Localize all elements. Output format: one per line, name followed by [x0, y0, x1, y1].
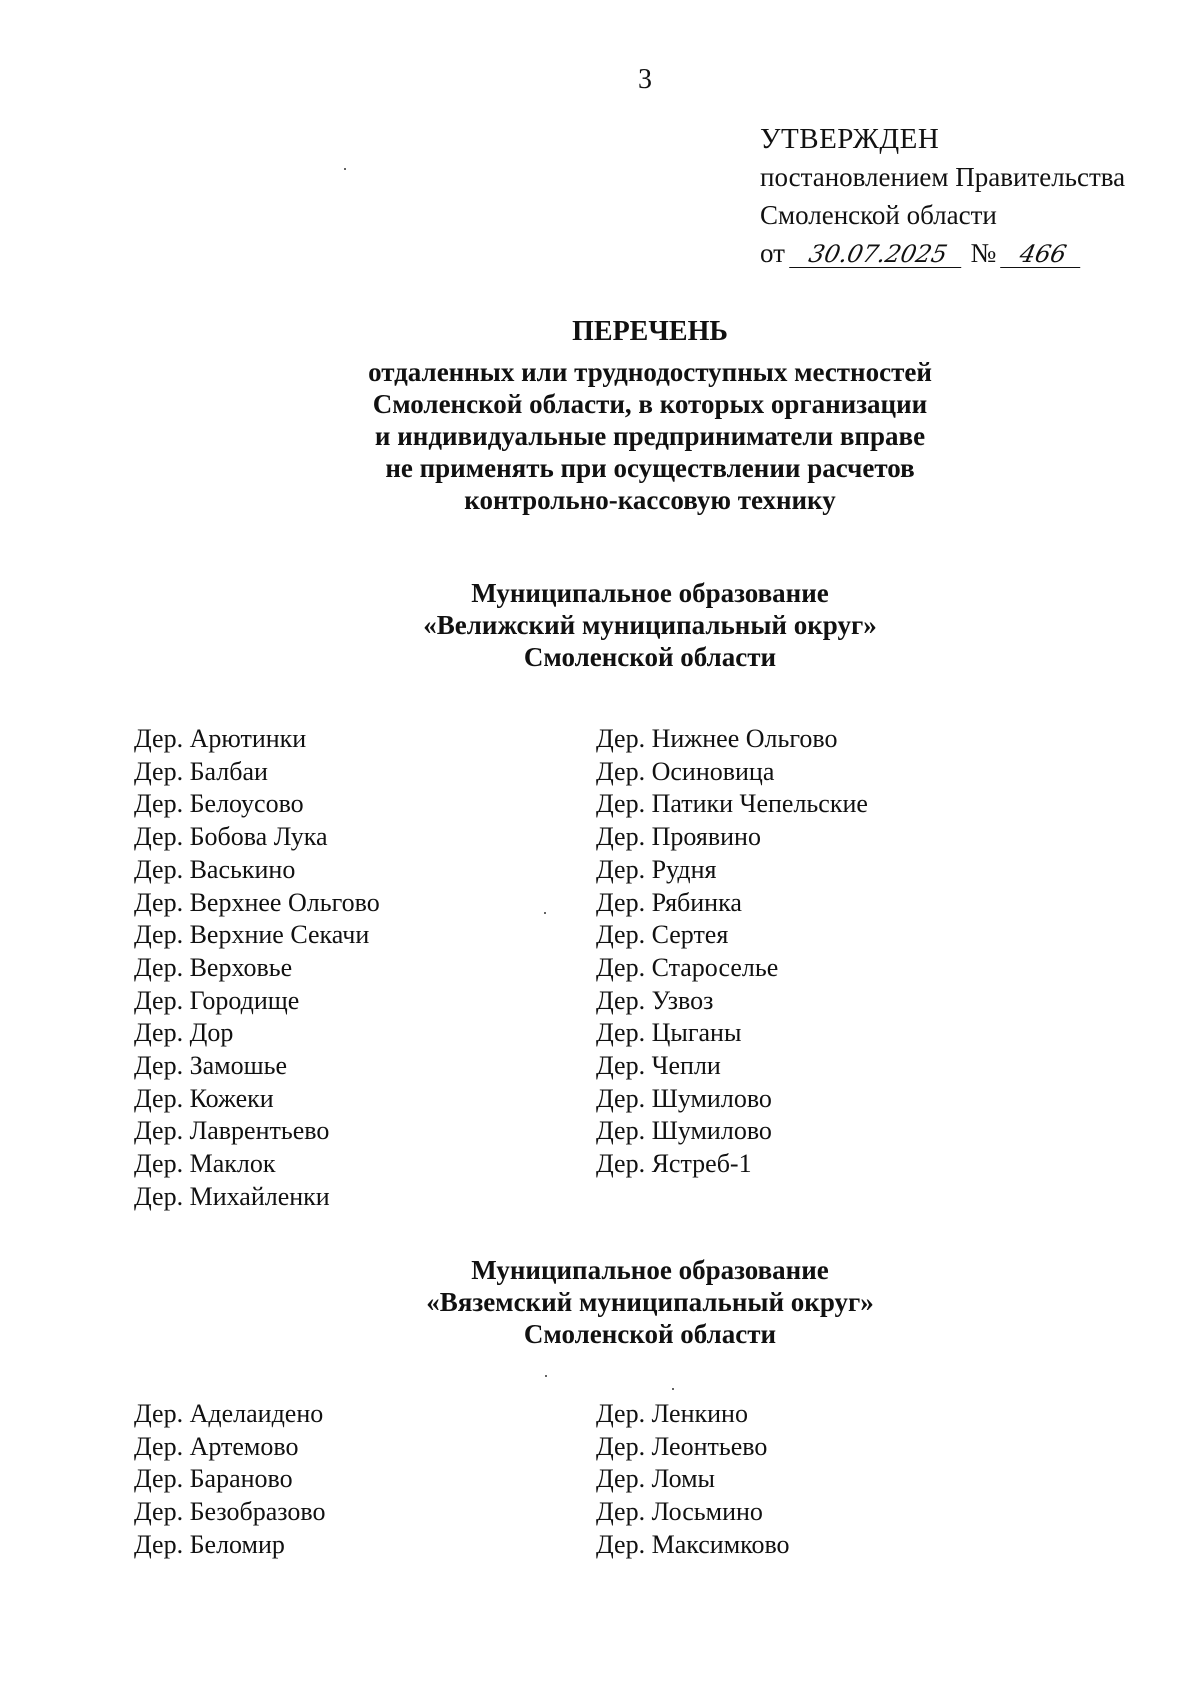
document-title-main: ПЕРЕЧЕНЬ: [572, 316, 728, 347]
list-item: Дер. Белоусово: [134, 789, 304, 819]
village-list-left: [134, 1398, 325, 1562]
list-item: Дер. Маклок: [134, 1149, 276, 1179]
list-item: Дер. Артемово: [134, 1431, 299, 1461]
list-item: Дер. Арютинки: [134, 724, 307, 753]
list-item: Дер. Рудня: [596, 854, 717, 884]
section-heading-line: Муниципальное образование: [471, 1255, 829, 1285]
handwritten-number: 466: [1000, 241, 1086, 268]
scan-speck: [544, 912, 546, 914]
list-item: Дер. Проявино: [596, 822, 761, 852]
list-item: Дер. Замошье: [134, 1051, 288, 1081]
list-item: Дер. Ломы: [596, 1464, 716, 1494]
list-item: Дер. Узвоз: [596, 985, 714, 1015]
list-item: Дер. Бараново: [134, 1464, 293, 1494]
list-item: Дер. Городище: [134, 985, 300, 1015]
list-item: Дер. Балбаи: [134, 756, 268, 786]
section-heading-vyazma: [140, 1254, 1160, 1350]
scan-speck: [545, 1375, 547, 1377]
list-item: Дер. Михайленки: [134, 1181, 330, 1211]
number-sign: №: [970, 238, 997, 268]
list-item: Дер. Максимково: [596, 1529, 790, 1559]
list-item: Дер. Кожеки: [134, 1083, 274, 1113]
date-prefix: от: [760, 238, 785, 268]
section-heading-line: Смоленской области: [523, 642, 777, 672]
section-heading-velizh: [140, 577, 1160, 673]
approval-line-2: Смоленской области: [760, 200, 997, 230]
list-item: Дер. Аделаидено: [134, 1399, 324, 1428]
list-item: Дер. Васькино: [134, 854, 296, 884]
village-list-left: [134, 723, 380, 1214]
approval-stamp: [760, 120, 1125, 272]
approval-date-line: [760, 234, 1125, 272]
list-item: Дер. Леонтьево: [596, 1431, 768, 1461]
list-item: Дер. Беломир: [134, 1529, 285, 1559]
list-item: Дер. Безобразово: [134, 1497, 326, 1527]
list-item: Дер. Верховье: [134, 952, 293, 982]
list-item: Дер. Осиновица: [596, 756, 775, 786]
list-item: Дер. Бобова Лука: [134, 822, 328, 852]
list-item: Дер. Лосьмино: [596, 1497, 763, 1527]
list-item: Дер. Ястреб-1: [596, 1149, 752, 1179]
list-item: Дер. Лаврентьево: [134, 1116, 330, 1146]
scan-speck: [344, 168, 346, 170]
scan-speck: [672, 1388, 674, 1390]
list-item: Дер. Рябинка: [596, 887, 742, 917]
section-heading-line: Смоленской области: [523, 1319, 777, 1349]
village-list-right: [596, 723, 868, 1181]
document-title-line: отдаленных или труднодоступных местностей: [368, 357, 932, 387]
document-title-line: и индивидуальные предприниматели вправе: [374, 421, 926, 451]
list-item: Дер. Староселье: [596, 952, 779, 982]
list-item: Дер. Чепли: [596, 1051, 721, 1081]
page-number: 3: [638, 64, 652, 95]
section-heading-line: Муниципальное образование: [471, 578, 829, 608]
list-item: Дер. Цыганы: [596, 1018, 742, 1048]
list-item: Дер. Ленкино: [596, 1399, 748, 1428]
list-item: Дер. Верхние Секачи: [134, 920, 370, 950]
list-item: Дер. Дор: [134, 1018, 234, 1048]
approval-line-1: постановлением Правительства: [760, 162, 1126, 192]
list-item: Дер. Сертея: [596, 920, 729, 950]
list-item: Дер. Патики Чепельские: [596, 789, 868, 819]
list-item: Дер. Нижнее Ольгово: [596, 724, 838, 753]
list-item: Дер. Шумилово: [596, 1083, 772, 1113]
approval-title: УТВЕРЖДЕН: [760, 123, 940, 155]
document-title-line: Смоленской области, в которых организации: [372, 389, 928, 419]
list-item: Дер. Верхнее Ольгово: [134, 887, 380, 917]
document-title-line: не применять при осуществлении расчетов: [385, 453, 915, 483]
village-list-right: [596, 1398, 790, 1562]
list-item: Дер. Шумилово: [596, 1116, 772, 1146]
document-title-line: контрольно-кассовую технику: [464, 485, 836, 515]
document-title: [140, 316, 1160, 516]
section-heading-line: «Вяземский муниципальный округ»: [426, 1287, 874, 1317]
handwritten-date: 30.07.2025: [789, 241, 967, 268]
section-heading-line: «Велижский муниципальный округ»: [423, 610, 877, 640]
